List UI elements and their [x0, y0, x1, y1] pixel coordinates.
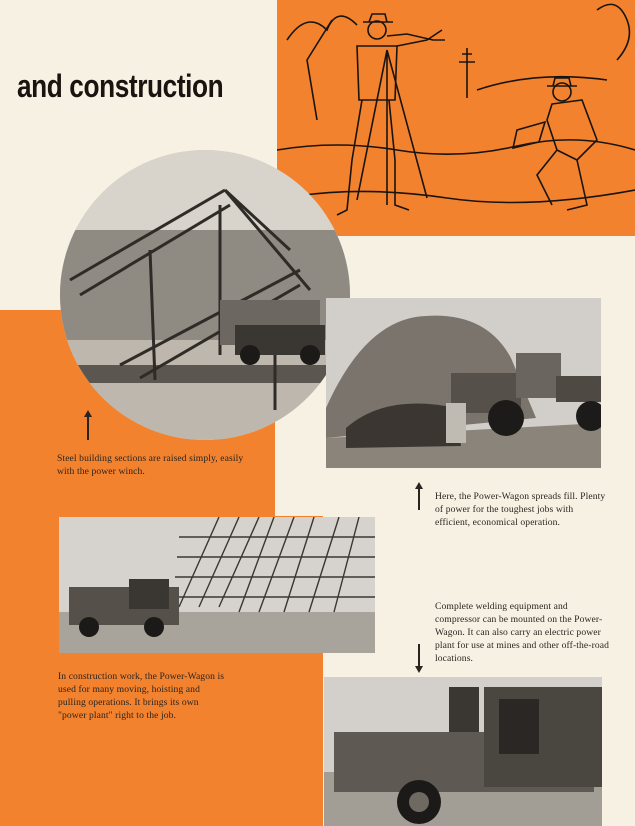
arrow-down-welding: [418, 644, 420, 668]
bulldozer-photo: [326, 298, 601, 468]
welding-truck-photo: [324, 677, 602, 826]
caption-construction: In construction work, the Power-Wagon is used for many moving, hoisting and pulling operations. It brings its own "power plant" right to the job.: [58, 671, 225, 721]
arrow-down-welding-head: [415, 666, 423, 673]
arrow-up-fill-head: [415, 482, 423, 489]
steel-frame-photo: [60, 150, 350, 440]
surveyor-illustration: [277, 0, 635, 236]
arrow-up-fill: [418, 486, 420, 510]
arrow-up-steel: [87, 414, 89, 440]
caption-fill: Here, the Power-Wagon spreads fill. Plenty of power for the toughest jobs with efficient, economical operation.: [435, 491, 606, 528]
arrow-up-steel-head: [84, 410, 92, 417]
caption-welding: Complete welding equipment and compressor can be mounted on the Power-Wagon. It can also carry an electric power plant for use at mines and other off-the-road locations.: [435, 601, 610, 664]
barn-frame-photo: [59, 517, 375, 653]
caption-steel: Steel building sections are raised simply, easily with the power winch.: [57, 453, 244, 477]
page-heading: and construction: [17, 68, 224, 104]
